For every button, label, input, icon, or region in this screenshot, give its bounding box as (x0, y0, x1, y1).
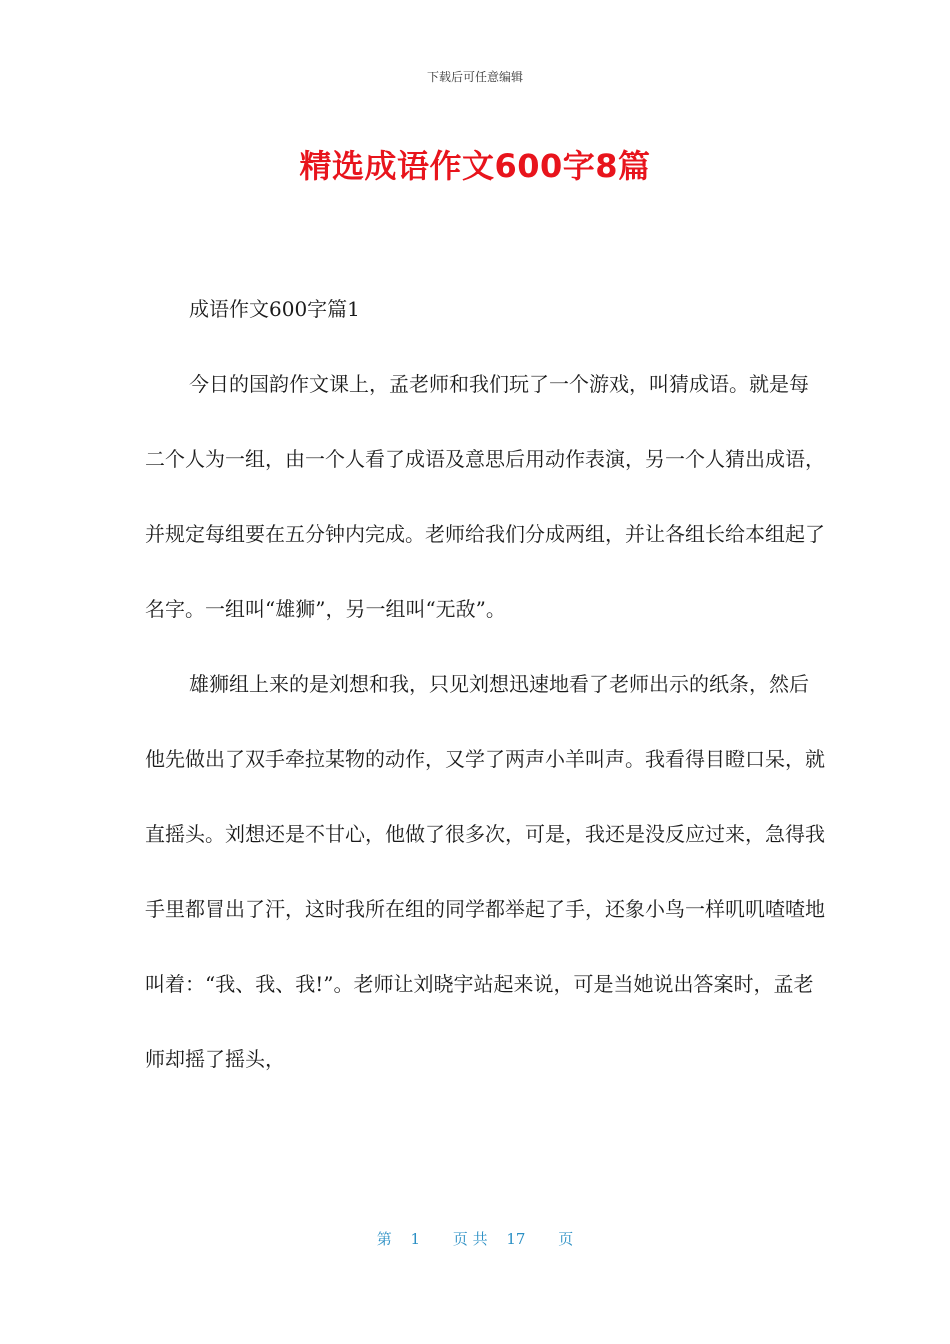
paragraph-2: 雄狮组上来的是刘想和我，只见刘想迅速地看了老师出示的纸条，然后他先做出了双手牵拉某物的动作，又学了两声小羊叫声。我看得目瞪口呆，就直摇头。刘想还是不甘心，他做了很多次，可是，我还是没反应过来，急得我手里都冒出了汗，这时我所在组的同学都举起了手，还象小鸟一样叽叽喳喳地叫着：“我、我、我!”。老师让刘晓宇站起来说，可是当她说出答案时，孟老师却摇了摇头， (145, 672, 825, 1071)
page-footer (0, 1228, 950, 1249)
footer-total-pages: 17 (506, 1230, 526, 1248)
footer-current-page: 1 (410, 1230, 421, 1248)
paragraph-1: 今日的国韵作文课上，孟老师和我们玩了一个游戏，叫猜成语。就是每二个人为一组，由一个人看了成语及意思后用动作表演，另一个人猜出成语，并规定每组要在五分钟内完成。老师给我们分成两组，并让各组长给本组起了名字。一组叫“雄狮”，另一组叫“无敌”。 (145, 372, 825, 621)
document-body (145, 272, 825, 1097)
footer-label-end: 页 (558, 1230, 574, 1248)
section-heading: 成语作文600字篇1 (189, 297, 360, 321)
footer-label-page: 第 (376, 1230, 392, 1248)
header-note: 下载后可任意编辑 (426, 70, 523, 84)
document-title: 精选成语作文600字8篇 (299, 147, 651, 185)
footer-label-total: 页 共 (452, 1230, 488, 1248)
